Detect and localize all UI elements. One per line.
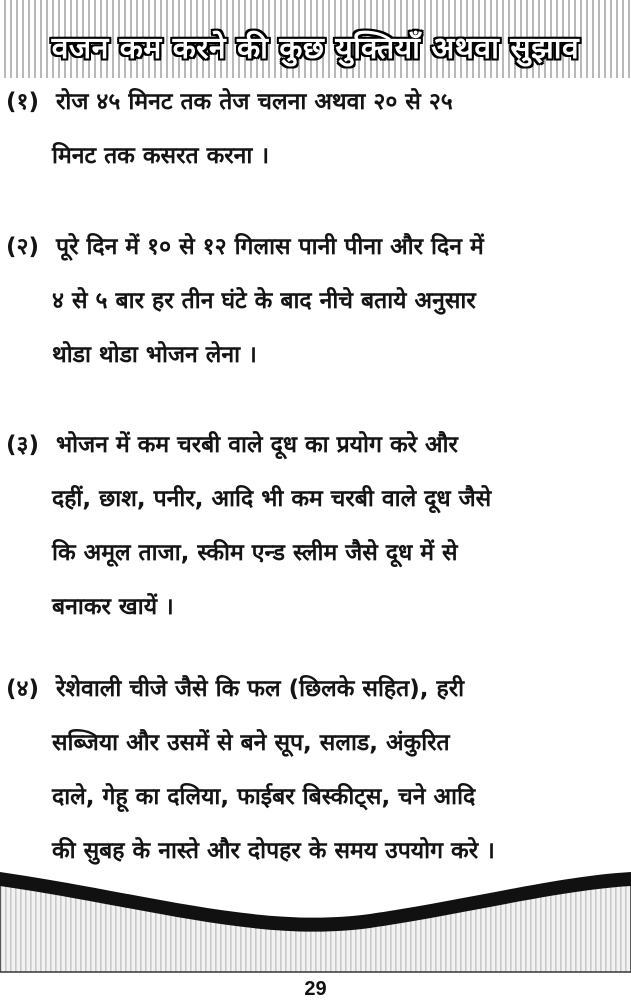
item-number: (१) bbox=[6, 89, 39, 115]
item-line: मिनट तक कसरत करना । bbox=[52, 143, 270, 169]
item-line: रेशेवाली चीजे जैसे कि फल (छिलके सहित), हरी bbox=[56, 676, 465, 702]
item-line: दहीं, छाश, पनीर, आदि भी कम चरबी वाले दूध जैसे bbox=[52, 486, 492, 512]
page-number: 29 bbox=[304, 978, 327, 1000]
item-line: रोज ४५ मिनट तक तेज चलना अथवा २० से २५ bbox=[56, 89, 453, 115]
footer-wave-decoration bbox=[0, 860, 631, 980]
item-line: थोडा थोडा भोजन लेना । bbox=[52, 342, 257, 368]
item-number: (२) bbox=[6, 234, 39, 260]
item-line: पूरे दिन में १० से १२ गिलास पानी पीना और दिन में bbox=[56, 234, 484, 260]
item-line: की सुबह के नास्ते और दोपहर के समय उपयोग करे । bbox=[52, 838, 495, 864]
item-line: भोजन में कम चरबी वाले दूध का प्रयोग करे और bbox=[56, 432, 458, 458]
item-number: (३) bbox=[6, 432, 39, 458]
item-number: (४) bbox=[6, 676, 39, 702]
item-line: ४ से ५ बार हर तीन घंटे के बाद नीचे बताये अनुसार bbox=[52, 288, 476, 314]
item-line: बनाकर खायें । bbox=[52, 594, 174, 620]
page-title: वजन कम करने की कुछ युक्तियाँ अथवा सुझाव bbox=[51, 31, 580, 66]
item-line: सब्जिया और उसमें से बने सूप, सलाड, अंकुरित bbox=[52, 730, 450, 756]
item-line: कि अमूल ताजा, स्कीम एन्ड स्लीम जैसे दूध में से bbox=[52, 540, 458, 566]
item-line: दाले, गेहू का दलिया, फाईबर बिस्कीट्स, चने आदि bbox=[52, 784, 476, 810]
